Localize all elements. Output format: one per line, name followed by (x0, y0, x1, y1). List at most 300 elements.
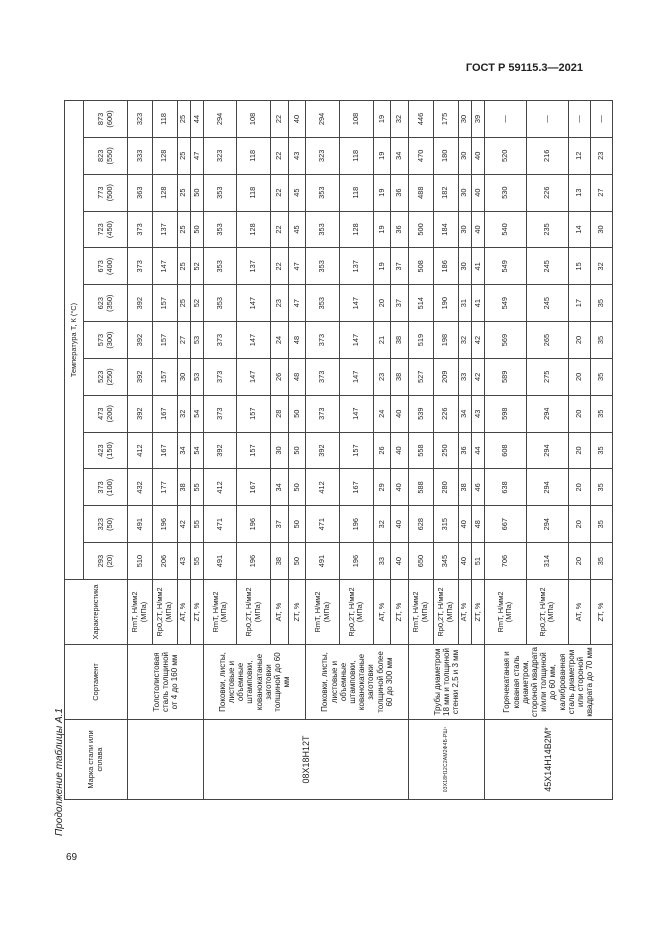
value-cell: 34 (391, 137, 409, 174)
value-cell: 235 (526, 211, 568, 248)
value-cell: 540 (484, 211, 526, 248)
value-cell: 13 (568, 174, 590, 211)
table-continuation-caption: Продолжение таблицы А.1 (54, 708, 65, 836)
value-cell: 50 (288, 543, 306, 580)
temp-kelvin: 723 (95, 223, 105, 236)
value-cell: 667 (484, 506, 526, 543)
value-cell: 588 (409, 469, 434, 506)
value-cell: 206 (152, 543, 177, 580)
assortment-cell: Горячекатаная и кованая сталь диаметром, стороной квадрата и/или толщиной до 60 мм, калиброванная сталь диаметром или стороной квадрата до 70 мм (484, 645, 612, 720)
value-cell: 30 (590, 211, 612, 248)
value-cell: 510 (128, 543, 153, 580)
value-cell: 446 (409, 101, 434, 138)
value-cell: 25 (177, 211, 190, 248)
value-cell: 706 (484, 543, 526, 580)
value-cell: 345 (433, 543, 458, 580)
characteristic-cell: Rp0,2T, Н/мм2 (МПа) (339, 580, 373, 645)
value-cell: 50 (288, 506, 306, 543)
value-cell: 48 (288, 358, 306, 395)
value-cell: 392 (128, 322, 153, 359)
value-cell: 333 (128, 137, 153, 174)
value-cell: 32 (391, 101, 409, 138)
value-cell: 25 (177, 248, 190, 285)
temperature-col-8 (84, 248, 128, 285)
value-cell: 558 (409, 432, 434, 469)
value-cell: 20 (568, 543, 590, 580)
value-cell: 157 (152, 358, 177, 395)
value-cell: 569 (484, 322, 526, 359)
value-cell: 32 (590, 248, 612, 285)
value-cell: 48 (471, 506, 484, 543)
value-cell: 147 (237, 322, 271, 359)
value-cell: 471 (203, 506, 237, 543)
value-cell: 353 (306, 248, 340, 285)
temperature-col-11 (84, 137, 128, 174)
value-cell: 491 (203, 543, 237, 580)
value-cell: 35 (590, 506, 612, 543)
value-cell: 42 (471, 322, 484, 359)
value-cell: 508 (409, 248, 434, 285)
page-number: 69 (66, 852, 78, 863)
value-cell: 24 (270, 322, 288, 359)
value-cell: 209 (433, 358, 458, 395)
value-cell: 128 (339, 211, 373, 248)
value-cell: 25 (177, 285, 190, 322)
temperature-col-12 (84, 101, 128, 138)
value-cell: 40 (288, 101, 306, 138)
value-cell: 373 (203, 358, 237, 395)
value-cell: 500 (409, 211, 434, 248)
value-cell: 40 (471, 174, 484, 211)
value-cell: 24 (373, 395, 391, 432)
temp-celsius: (300) (104, 331, 114, 349)
value-cell: 186 (433, 248, 458, 285)
value-cell: — (590, 101, 612, 138)
value-cell: 157 (237, 395, 271, 432)
value-cell: 43 (471, 395, 484, 432)
value-cell: 41 (471, 285, 484, 322)
value-cell: 34 (177, 432, 190, 469)
value-cell: 392 (128, 285, 153, 322)
value-cell: 55 (190, 469, 203, 506)
value-cell: 35 (590, 469, 612, 506)
value-cell: 638 (484, 469, 526, 506)
temp-kelvin: 773 (95, 186, 105, 199)
value-cell: 650 (409, 543, 434, 580)
characteristic-cell: AT, % (270, 580, 288, 645)
header-assortment: Сортамент (65, 645, 128, 720)
value-cell: 22 (270, 137, 288, 174)
value-cell: 30 (458, 101, 471, 138)
table-row (409, 101, 434, 800)
value-cell: 34 (458, 395, 471, 432)
value-cell: 44 (190, 101, 203, 138)
value-cell: 30 (458, 174, 471, 211)
value-cell: 323 (306, 137, 340, 174)
value-cell: 36 (391, 174, 409, 211)
assortment-cell: Толстолистовая сталь толщиной от 4 до 160 мм (128, 645, 204, 720)
assortment-cell: Поковки, листы, листовые и объемные штамповки, кованокатаные заготовки толщиной до 60 мм (203, 645, 306, 720)
value-cell: 323 (128, 101, 153, 138)
value-cell: 21 (373, 322, 391, 359)
value-cell: 23 (590, 137, 612, 174)
value-cell: 20 (568, 395, 590, 432)
grade-cell: 08Х18Н12Т (203, 720, 408, 800)
temp-kelvin: 473 (95, 407, 105, 420)
value-cell: 520 (484, 137, 526, 174)
characteristic-cell: Rp0,2T, Н/мм2 (МПа) (237, 580, 271, 645)
temp-kelvin: 293 (95, 554, 105, 568)
value-cell: 50 (288, 432, 306, 469)
value-cell: 353 (203, 211, 237, 248)
value-cell: 373 (306, 322, 340, 359)
value-cell: 294 (526, 469, 568, 506)
temp-kelvin: 823 (95, 149, 105, 162)
value-cell: 54 (190, 432, 203, 469)
value-cell: 53 (190, 358, 203, 395)
grade-cell (128, 720, 204, 800)
assortment-cell: Трубы диаметром 18 мм и толщиной стенки 2,5 и 3 мм (409, 645, 485, 720)
value-cell: 45 (288, 211, 306, 248)
characteristic-cell: AT, % (177, 580, 190, 645)
value-cell: 412 (306, 469, 340, 506)
value-cell: 40 (391, 506, 409, 543)
value-cell: 280 (433, 469, 458, 506)
value-cell: 128 (152, 174, 177, 211)
value-cell: 37 (391, 285, 409, 322)
value-cell: 32 (373, 506, 391, 543)
value-cell: 45 (288, 174, 306, 211)
temp-celsius: (400) (104, 257, 114, 275)
temperature-col-4 (84, 395, 128, 432)
value-cell: 35 (590, 285, 612, 322)
value-cell: 245 (526, 248, 568, 285)
value-cell: 19 (373, 137, 391, 174)
characteristic-cell: AT, % (568, 580, 590, 645)
value-cell: 514 (409, 285, 434, 322)
value-cell: 20 (568, 506, 590, 543)
value-cell: 196 (339, 506, 373, 543)
value-cell: 43 (177, 543, 190, 580)
value-cell: 373 (203, 322, 237, 359)
characteristic-cell: RmT, Н/мм2 (МПа) (409, 580, 434, 645)
value-cell: 50 (190, 174, 203, 211)
value-cell: 539 (409, 395, 434, 432)
value-cell: 392 (306, 432, 340, 469)
value-cell: 20 (373, 285, 391, 322)
value-cell: 47 (190, 137, 203, 174)
temp-celsius: (50) (104, 517, 114, 531)
value-cell: 118 (339, 174, 373, 211)
value-cell: 137 (237, 248, 271, 285)
grade-cell: 03Х18Н12С2АМ2Ф4Б-РШ¹ (409, 720, 485, 800)
value-cell: 19 (373, 101, 391, 138)
value-cell: 35 (590, 322, 612, 359)
value-cell: 392 (203, 432, 237, 469)
value-cell: 53 (190, 322, 203, 359)
standard-designation: ГОСТ Р 59115.3—2021 (465, 62, 583, 74)
value-cell: 40 (458, 506, 471, 543)
value-cell: 549 (484, 285, 526, 322)
value-cell: 157 (339, 432, 373, 469)
value-cell: 33 (373, 543, 391, 580)
table-row (128, 101, 153, 800)
value-cell: 265 (526, 322, 568, 359)
value-cell: 182 (433, 174, 458, 211)
value-cell: 177 (152, 469, 177, 506)
assortment-cell: Поковки, листы, листовые и объемные штамповки, кованокатаные заготовки толщиной более 60 до 300 мм (306, 645, 409, 720)
value-cell: 108 (237, 101, 271, 138)
value-cell: 353 (306, 174, 340, 211)
value-cell: 38 (458, 469, 471, 506)
value-cell: 598 (484, 395, 526, 432)
value-cell: 137 (339, 248, 373, 285)
grade-cell: 45Х14Н14В2М* (484, 720, 612, 800)
value-cell: 32 (458, 322, 471, 359)
characteristic-cell: Rp0,2T, Н/мм2 (МПа) (526, 580, 568, 645)
value-cell: 40 (458, 543, 471, 580)
temp-celsius: (550) (104, 147, 114, 165)
value-cell: 50 (288, 469, 306, 506)
value-cell: 118 (237, 137, 271, 174)
value-cell: 36 (391, 211, 409, 248)
value-cell: 108 (339, 101, 373, 138)
value-cell: 373 (128, 211, 153, 248)
value-cell: 294 (203, 101, 237, 138)
value-cell: 196 (237, 506, 271, 543)
value-cell: 294 (526, 395, 568, 432)
temp-celsius: (20) (104, 554, 114, 568)
value-cell: 118 (237, 174, 271, 211)
value-cell: — (568, 101, 590, 138)
value-cell: 40 (391, 469, 409, 506)
value-cell: 196 (339, 543, 373, 580)
value-cell: 41 (471, 248, 484, 285)
value-cell: 35 (590, 543, 612, 580)
value-cell: 589 (484, 358, 526, 395)
value-cell: 28 (270, 395, 288, 432)
value-cell: 47 (288, 248, 306, 285)
value-cell: 245 (526, 285, 568, 322)
value-cell: 15 (568, 248, 590, 285)
value-cell: 167 (152, 395, 177, 432)
value-cell: 118 (152, 101, 177, 138)
header-characteristic: Характеристика (65, 580, 128, 645)
value-cell: 190 (433, 285, 458, 322)
temp-celsius: (200) (104, 405, 114, 423)
characteristic-cell: AT, % (373, 580, 391, 645)
value-cell: 35 (590, 432, 612, 469)
value-cell: 519 (409, 322, 434, 359)
value-cell: 25 (177, 137, 190, 174)
value-cell: 412 (203, 469, 237, 506)
value-cell: 26 (373, 432, 391, 469)
value-cell: 157 (152, 285, 177, 322)
temp-kelvin: 373 (95, 481, 105, 494)
characteristic-cell: RmT, Н/мм2 (МПа) (203, 580, 237, 645)
value-cell: 25 (177, 174, 190, 211)
value-cell: 353 (203, 285, 237, 322)
value-cell: 26 (270, 358, 288, 395)
value-cell: 353 (203, 174, 237, 211)
value-cell: 20 (568, 432, 590, 469)
value-cell: 128 (237, 211, 271, 248)
value-cell: 147 (339, 285, 373, 322)
value-cell: 373 (128, 248, 153, 285)
value-cell: 50 (190, 211, 203, 248)
value-cell: 392 (128, 358, 153, 395)
rotated-table-container (64, 100, 606, 800)
header-temperature: Температура Т, К (°С) (65, 101, 84, 580)
value-cell: 35 (590, 395, 612, 432)
value-cell: 137 (152, 211, 177, 248)
temp-celsius: (450) (104, 220, 114, 239)
characteristic-cell: RmT, Н/мм2 (МПа) (484, 580, 526, 645)
value-cell: 50 (288, 395, 306, 432)
value-cell: 412 (128, 432, 153, 469)
characteristic-cell: ZT, % (471, 580, 484, 645)
value-cell: 294 (526, 432, 568, 469)
value-cell: 48 (288, 322, 306, 359)
value-cell: 40 (391, 432, 409, 469)
temp-kelvin: 573 (95, 333, 105, 347)
value-cell: 314 (526, 543, 568, 580)
value-cell: 275 (526, 358, 568, 395)
value-cell: 167 (339, 469, 373, 506)
value-cell: 27 (177, 322, 190, 359)
value-cell: 30 (458, 211, 471, 248)
value-cell: 167 (152, 432, 177, 469)
value-cell: 353 (203, 248, 237, 285)
value-cell: 147 (339, 358, 373, 395)
temperature-col-2 (84, 469, 128, 506)
value-cell: 147 (152, 248, 177, 285)
value-cell: 55 (190, 543, 203, 580)
temp-kelvin: 523 (95, 370, 105, 384)
value-cell: 608 (484, 432, 526, 469)
value-cell: 147 (237, 285, 271, 322)
value-cell: 392 (128, 395, 153, 432)
table-row (484, 101, 526, 800)
value-cell: 22 (270, 174, 288, 211)
value-cell: 250 (433, 432, 458, 469)
value-cell: 373 (306, 395, 340, 432)
value-cell: 42 (177, 506, 190, 543)
value-cell: 55 (190, 506, 203, 543)
characteristic-cell: RmT, Н/мм2 (МПа) (128, 580, 153, 645)
characteristic-cell: ZT, % (190, 580, 203, 645)
value-cell: 196 (237, 543, 271, 580)
characteristic-cell: Rp0,2T, Н/мм2 (МПа) (433, 580, 458, 645)
value-cell: 471 (306, 506, 340, 543)
value-cell: 30 (270, 432, 288, 469)
value-cell: 46 (471, 469, 484, 506)
value-cell: 34 (270, 469, 288, 506)
temperature-col-3 (84, 432, 128, 469)
value-cell: 470 (409, 137, 434, 174)
value-cell: 29 (373, 469, 391, 506)
table-body (128, 101, 613, 800)
value-cell: 47 (288, 285, 306, 322)
value-cell: 488 (409, 174, 434, 211)
value-cell: 38 (391, 358, 409, 395)
value-cell: 180 (433, 137, 458, 174)
temp-celsius: (600) (104, 110, 114, 128)
value-cell: 19 (373, 211, 391, 248)
value-cell: 40 (471, 211, 484, 248)
value-cell: 20 (568, 358, 590, 395)
value-cell: 294 (526, 506, 568, 543)
value-cell: 23 (373, 358, 391, 395)
value-cell: 23 (270, 285, 288, 322)
value-cell: 491 (306, 543, 340, 580)
value-cell: 40 (391, 543, 409, 580)
table-row (306, 101, 340, 800)
characteristic-cell: Rp0,2T, Н/мм2 (МПа) (152, 580, 177, 645)
value-cell: 30 (458, 137, 471, 174)
value-cell: 44 (471, 432, 484, 469)
temp-celsius: (100) (104, 478, 114, 497)
value-cell: 42 (471, 358, 484, 395)
temp-kelvin: 423 (95, 444, 105, 457)
value-cell: 39 (471, 101, 484, 138)
value-cell: 51 (471, 543, 484, 580)
value-cell: 157 (237, 432, 271, 469)
properties-table (64, 100, 613, 800)
value-cell: 353 (306, 285, 340, 322)
value-cell: 30 (177, 358, 190, 395)
temp-celsius: (350) (104, 294, 114, 312)
value-cell: 323 (203, 137, 237, 174)
value-cell: 373 (306, 358, 340, 395)
value-cell: 38 (391, 322, 409, 359)
value-cell: 37 (270, 506, 288, 543)
value-cell: — (484, 101, 526, 138)
value-cell: 147 (339, 322, 373, 359)
table-row (203, 101, 237, 800)
value-cell: 527 (409, 358, 434, 395)
value-cell: 31 (458, 285, 471, 322)
value-cell: 37 (391, 248, 409, 285)
value-cell: 40 (391, 395, 409, 432)
temp-kelvin: 623 (95, 297, 105, 310)
temp-celsius: (500) (104, 184, 114, 202)
temperature-col-0 (84, 543, 128, 580)
characteristic-cell: AT, % (458, 580, 471, 645)
value-cell: 432 (128, 469, 153, 506)
value-cell: 373 (203, 395, 237, 432)
temp-kelvin: 323 (95, 518, 105, 531)
value-cell: 54 (190, 395, 203, 432)
value-cell: 12 (568, 137, 590, 174)
characteristic-cell: ZT, % (288, 580, 306, 645)
value-cell: 52 (190, 248, 203, 285)
value-cell: 549 (484, 248, 526, 285)
temp-kelvin: 673 (95, 260, 105, 273)
value-cell: 36 (458, 432, 471, 469)
temp-celsius: (250) (104, 368, 114, 386)
temp-celsius: (150) (104, 441, 114, 460)
value-cell: 315 (433, 506, 458, 543)
value-cell: 14 (568, 211, 590, 248)
value-cell: 118 (339, 137, 373, 174)
temperature-col-5 (84, 358, 128, 395)
value-cell: 17 (568, 285, 590, 322)
value-cell: 19 (373, 174, 391, 211)
temperature-col-6 (84, 322, 128, 359)
value-cell: 196 (152, 506, 177, 543)
value-cell: 35 (590, 358, 612, 395)
